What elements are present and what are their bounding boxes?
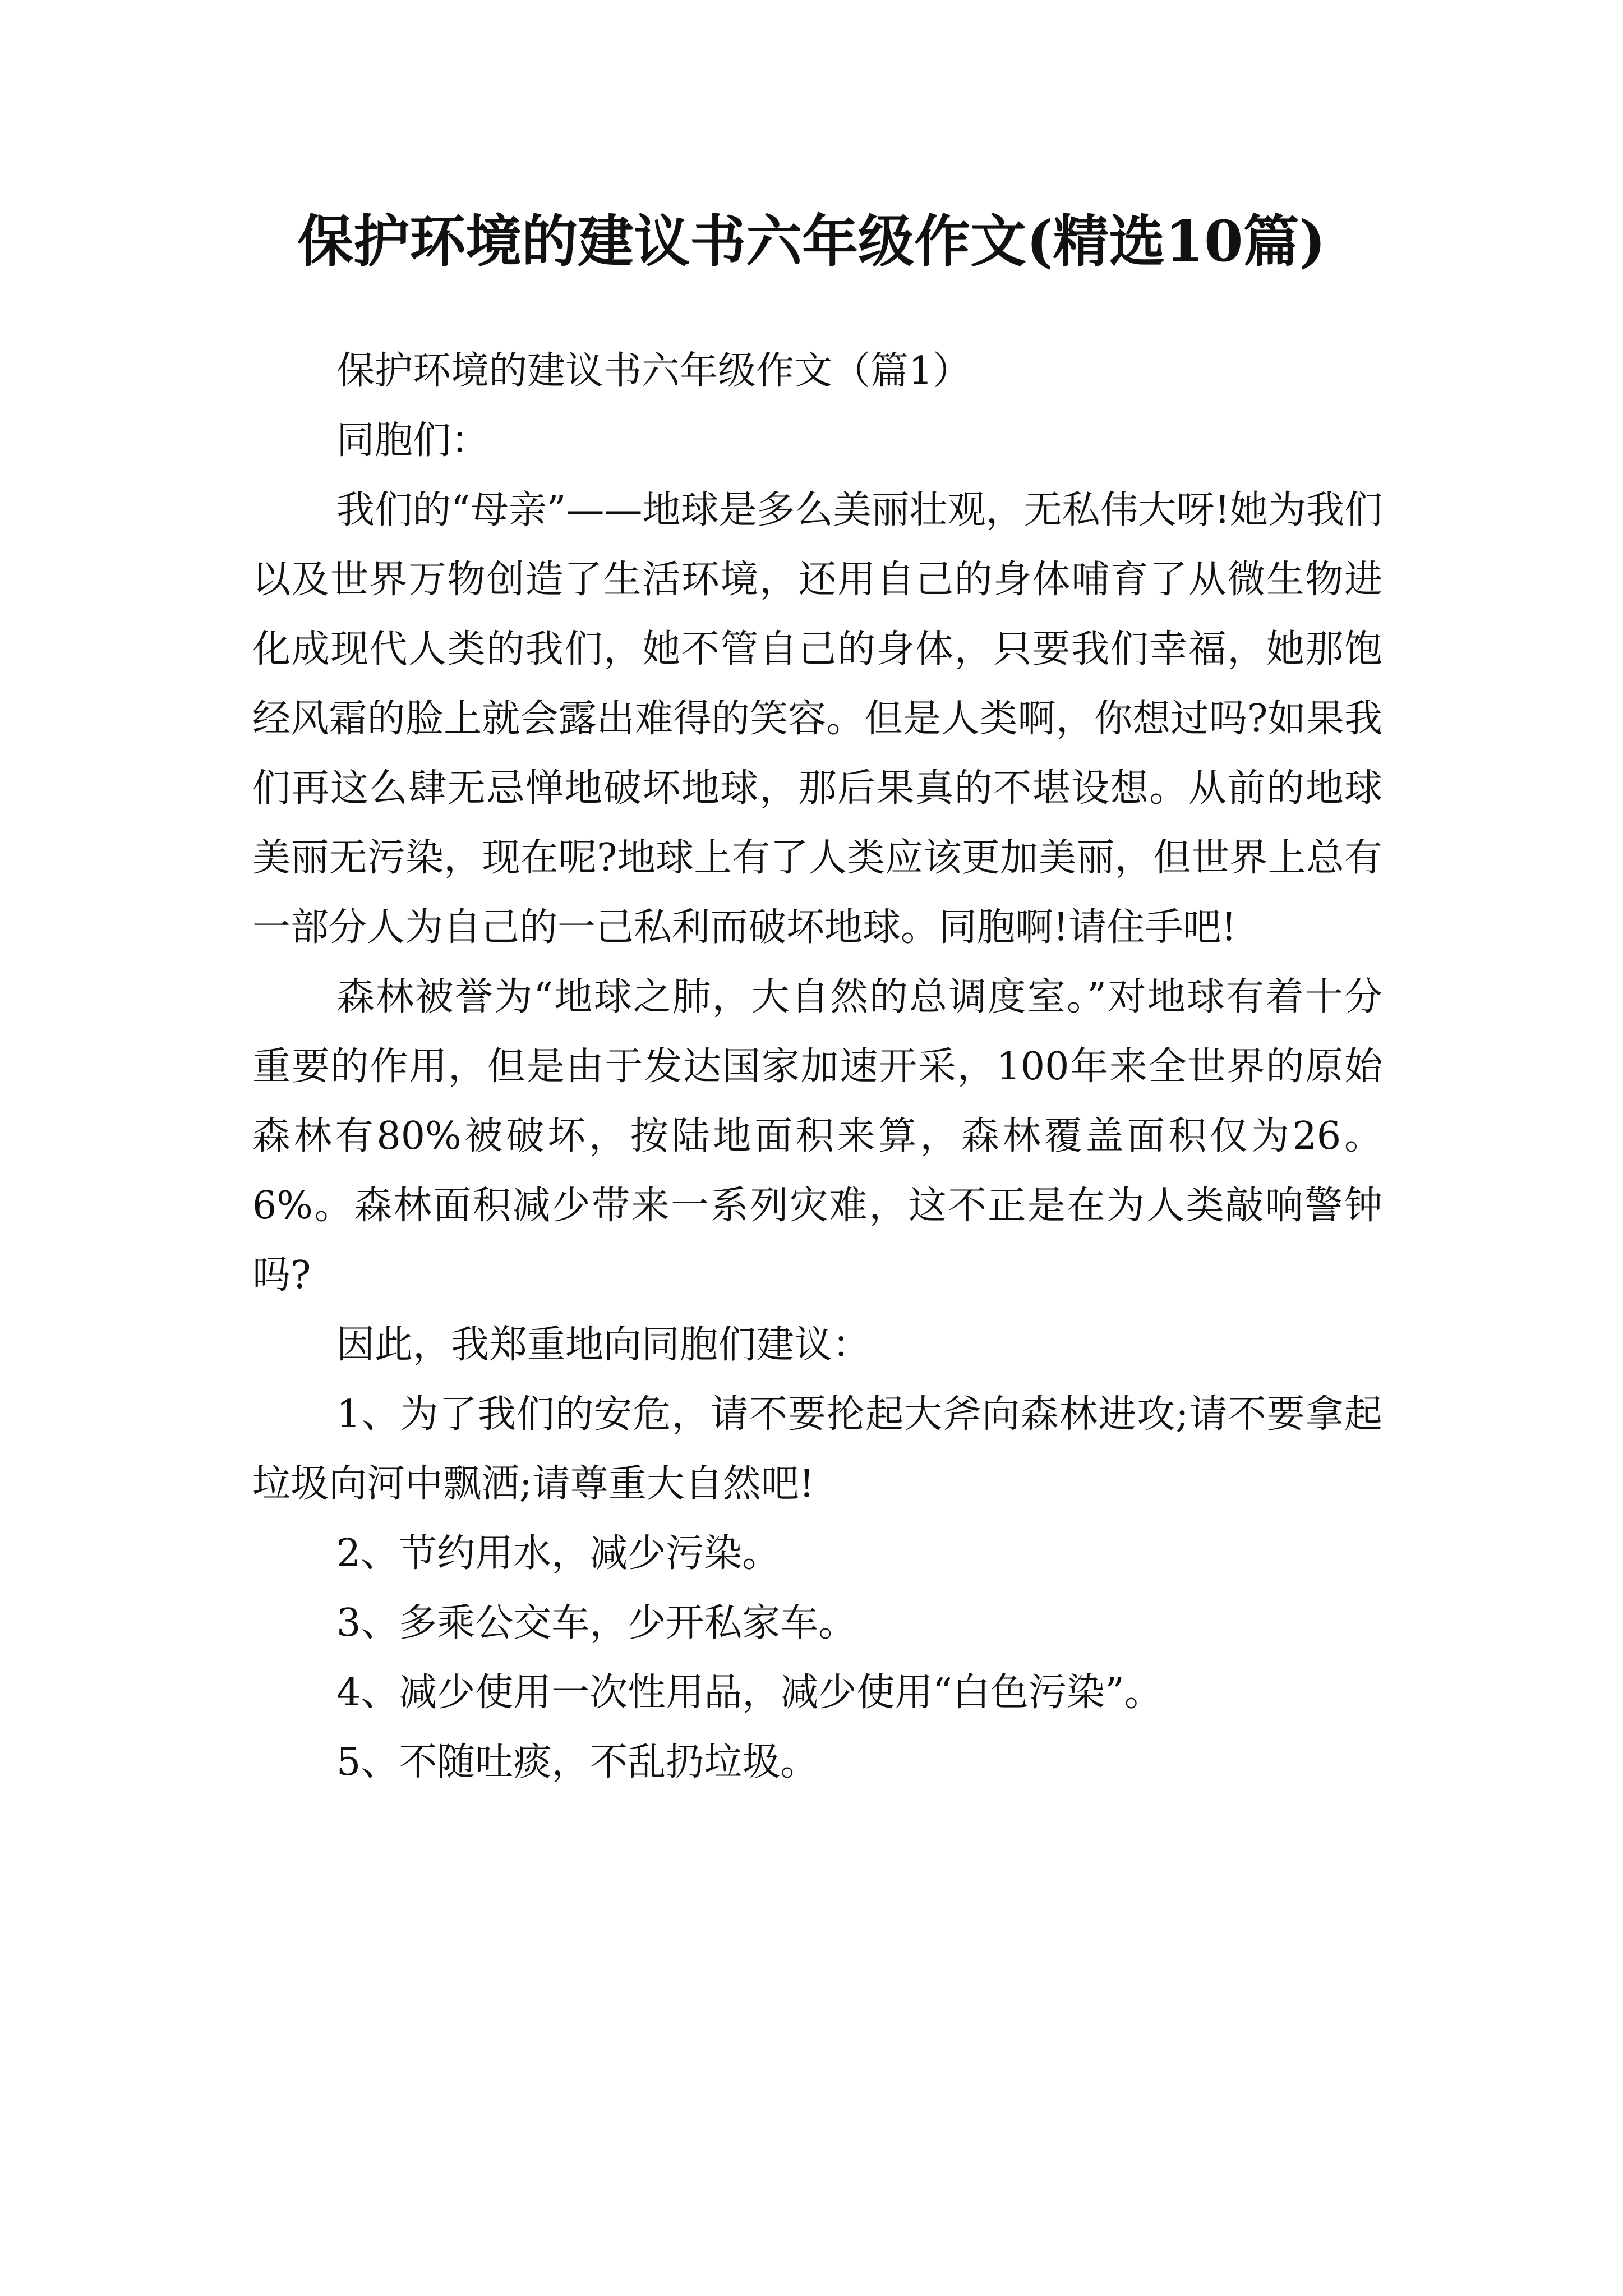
list-item: 2、节约用水，减少污染。 [336,1531,781,1576]
list-item: 1、为了我们的安危，请不要抡起大斧向森林进攻;请不要拿起垃圾向河中飘洒;请尊重大自然吧! [252,1392,1382,1506]
list-item: 4、减少使用一次性用品，减少使用“白色污染”。 [336,1671,1163,1715]
paragraph: 我们的“母亲”——地球是多么美丽壮观，无私伟大呀!她为我们以及世界万物创造了生活环境，还用自己的身体哺育了从微生物进化成现代人类的我们，她不管自己的身体，只要我们幸福，她那饱经风霜的脸上就会露出难得的笑容。但是人类啊，你想过吗?如果我们再这么肆无忌惮地破坏地球，那后果真的不堪设想。从前的地球美丽无污染，现在呢?地球上有了人类应该更加美丽，但世界上总有一部分人为自己的一己私利而破坏地球。同胞啊!请住手吧! [252,488,1382,950]
section-heading: 保护环境的建议书六年级作文（篇1） [336,349,971,393]
paragraph: 森林被誉为“地球之肺，大自然的总调度室。”对地球有着十分重要的作用，但是由于发达国家加速开采，100年来全世界的原始森林有80%被破坏，按陆地面积来算，森林覆盖面积仅为26。6%。森林面积减少带来一系列灾难，这不正是在为人类敲响警钟吗? [252,975,1382,1297]
document-title: 保护环境的建议书六年级作文(精选10篇) [297,208,1326,274]
list-item: 5、不随吐痰，不乱扔垃圾。 [336,1740,819,1784]
list-item: 3、多乘公交车，少开私家车。 [336,1601,857,1645]
greeting: 同胞们： [336,418,490,463]
paragraph: 因此，我郑重地向同胞们建议： [336,1323,871,1367]
document-body [252,337,1382,1797]
